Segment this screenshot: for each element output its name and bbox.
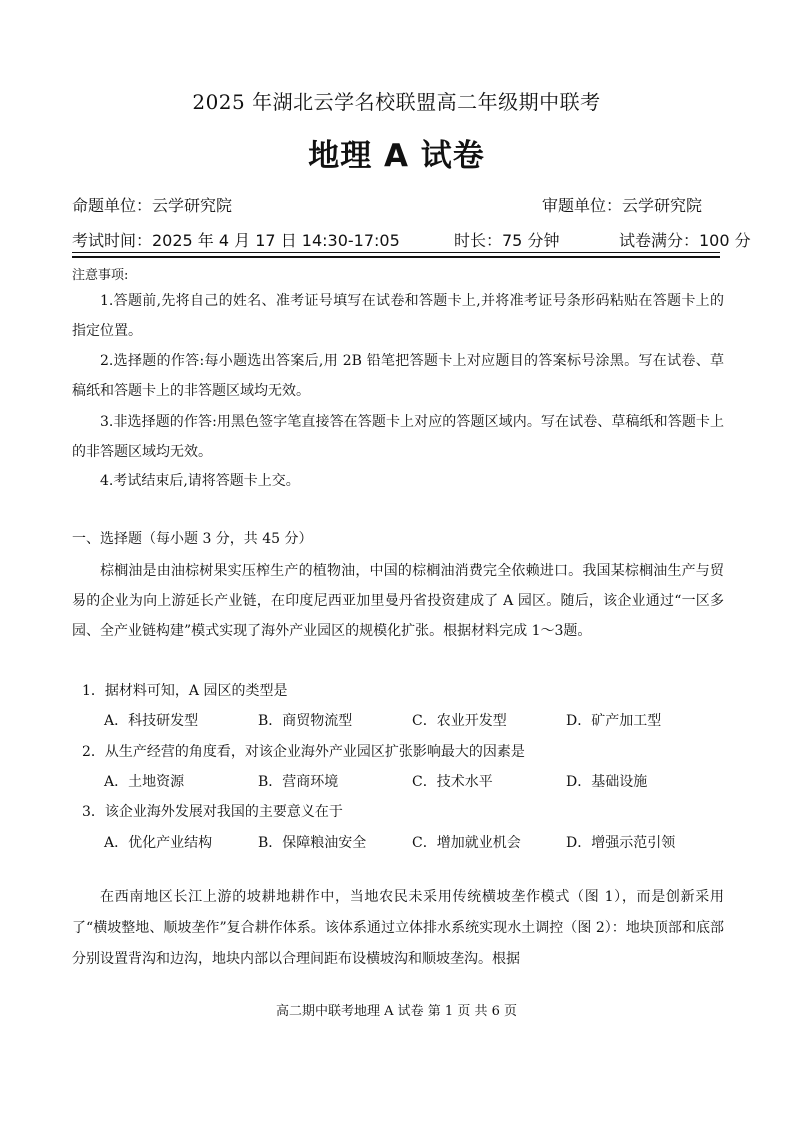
section-heading: 一、选择题（每小题 3 分，共 45 分） xyxy=(72,531,313,547)
reviewer-unit: 审题单位：云学研究院 xyxy=(542,196,703,215)
notice-item-2: 2.选择题的作答:每小题选出答案后,用 2B 铅笔把答题卡上对应题目的答案标号涂黑。写在试卷、草稿纸和答题卡上的非答题区域均无效。 xyxy=(72,353,724,399)
option-d: D．矿产加工型 xyxy=(566,713,662,729)
option-b: B．营商环境 xyxy=(258,774,339,790)
option-a: A．科技研发型 xyxy=(104,713,199,729)
option-c: C．农业开发型 xyxy=(412,713,507,729)
option-d: D．增强示范引领 xyxy=(566,835,676,851)
option-b: B．保障粮油安全 xyxy=(258,835,367,851)
notice-item-3: 3.非选择题的作答:用黑色签字笔直接答在答题卡上对应的答题区域内。写在试卷、草稿纸和答题卡上的非答题区域均无效。 xyxy=(72,414,724,460)
notice-item-1: 1.答题前,先将自己的姓名、准考证号填写在试卷和答题卡上,并将准考证号条形码粘贴在答题卡上的指定位置。 xyxy=(72,293,724,339)
option-c: C．增加就业机会 xyxy=(412,835,521,851)
exam-time: 考试时间：2025 年 4 月 17 日 14:30-17:05 xyxy=(72,231,400,250)
option-b: B．商贸物流型 xyxy=(258,713,353,729)
option-d: D．基础设施 xyxy=(566,774,648,790)
full-score: 试卷满分：100 分 xyxy=(619,231,751,250)
exam-duration: 时长：75 分钟 xyxy=(454,231,560,250)
header-rule-thick xyxy=(72,256,720,258)
notice-item-4: 4.考试结束后,请将答题卡上交。 xyxy=(100,473,300,489)
question-3-stem: 3．该企业海外发展对我国的主要意义在于 xyxy=(82,804,343,820)
notice-heading: 注意事项: xyxy=(72,268,129,283)
question-2-stem: 2．从生产经营的角度看，对该企业海外产业园区扩张影响最大的因素是 xyxy=(82,744,525,760)
exam-title: 地理 A 试卷 xyxy=(308,138,485,174)
header-rule-thin xyxy=(72,252,720,253)
material-paragraph-1: 棕榈油是由油棕树果实压榨生产的植物油，中国的棕榈油消费完全依赖进口。我国某棕榈油生产与贸易的企业为向上游延长产业链，在印度尼西亚加里曼丹省投资建成了 A 园区。随后，该企业通过“一区多园、全产业链构建”模式实现了海外产业园区的规模化扩张。根据材料完成 1～3题。 xyxy=(72,563,724,639)
option-c: C．技术水平 xyxy=(412,774,493,790)
exam-subtitle: 2025 年湖北云学名校联盟高二年级期中联考 xyxy=(192,90,601,114)
page-footer: 高二期中联考地理 A 试卷 第 1 页 共 6 页 xyxy=(276,1004,517,1019)
material-paragraph-2: 在西南地区长江上游的坡耕地耕作中，当地农民未采用传统横坡垄作模式（图 1），而是创新采用了“横坡整地、顺坡垄作”复合耕作体系。该体系通过立体排水系统实现水土调控（图 2）：地块顶部和底部分别设置背沟和边沟，地块内部以合理间距布设横坡沟和顺坡垄沟。根据 xyxy=(72,889,724,967)
question-1-stem: 1．据材料可知，A 园区的类型是 xyxy=(82,683,288,699)
author-unit: 命题单位：云学研究院 xyxy=(72,196,233,215)
option-a: A．优化产业结构 xyxy=(104,835,213,851)
option-a: A．土地资源 xyxy=(104,774,185,790)
